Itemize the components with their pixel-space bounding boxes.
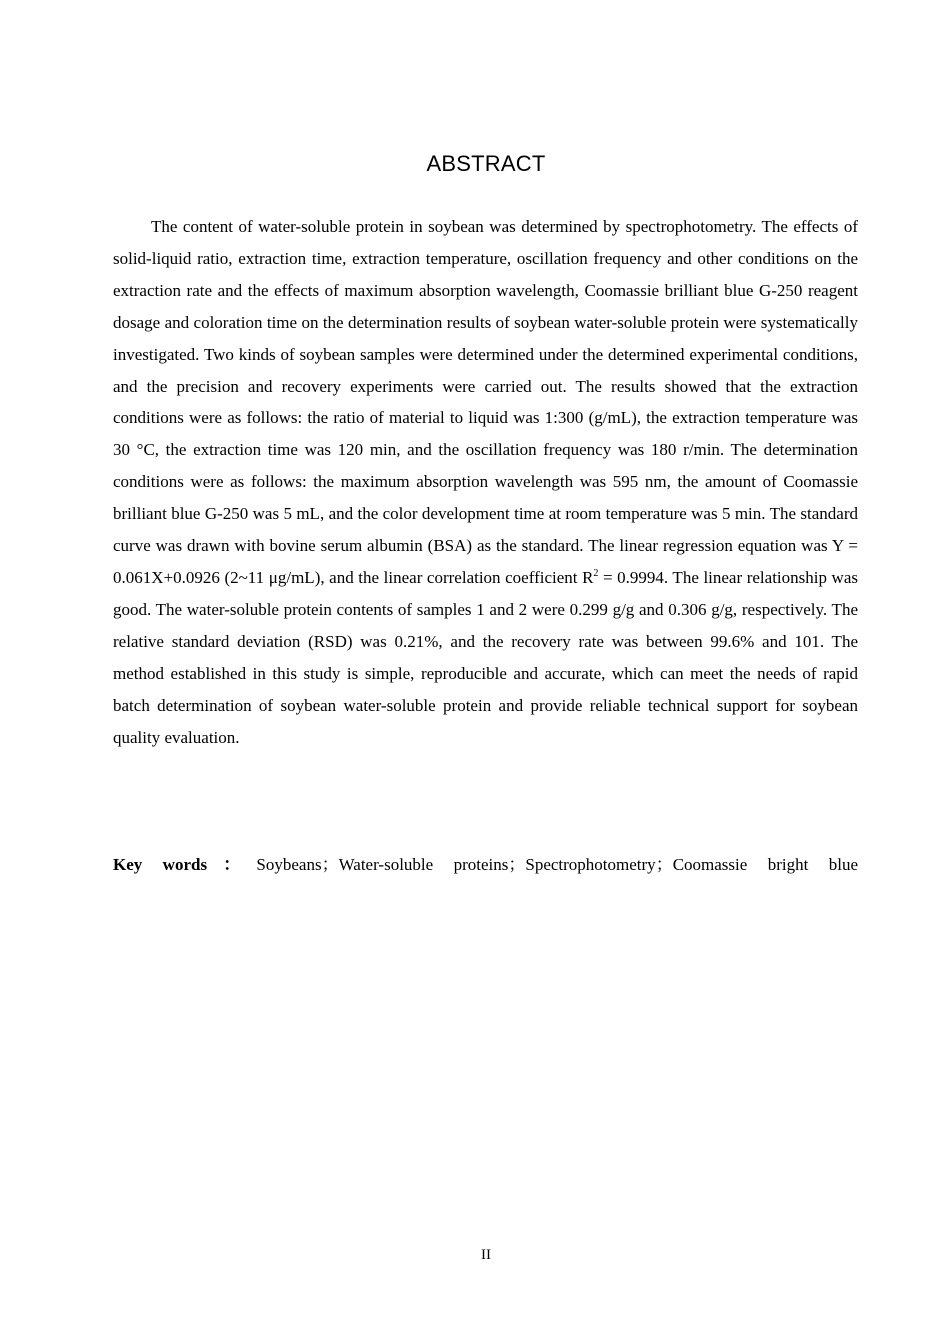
abstract-title: ABSTRACT bbox=[426, 151, 546, 176]
keyword-separator: ； bbox=[655, 855, 673, 874]
keyword-item: Soybeans bbox=[256, 855, 322, 874]
keywords-label: Key words： bbox=[113, 855, 257, 874]
keyword-separator: ； bbox=[321, 855, 339, 874]
keywords-line bbox=[113, 849, 858, 880]
keyword-item: Spectrophotometry bbox=[525, 855, 656, 874]
keyword-item: Coomassie bright blue bbox=[672, 855, 859, 874]
abstract-text-part1: The content of water-soluble protein in soybean was determined by spectrophotometry. The effects of solid-liquid ratio, extraction time, extraction temperature, oscillation frequency and other conditions on the extraction rate and the effects of maximum absorption wavelength, Coomassie brilliant blue G-250 reagent dosage and coloration time on the determination results of soybean water-soluble protein were systematically investigated. Two kinds of soybean samples were determined under the determined experimental conditions, and the precision and recovery experiments were carried out. The results showed that the extraction conditions were as follows: the ratio of material to liquid was 1:300 (g/mL), the extraction temperature was 30 °C, the extraction time was 120 min, and the oscillation frequency was 180 r/min. The determination conditions were as follows: the maximum absorption wavelength was 595 nm, the amount of Coomassie brilliant blue G-250 was 5 mL, and the color development time at room temperature was 5 min. The standard curve was drawn with bovine serum albumin (BSA) as the standard. The linear regression equation was Y = 0.061X+0.0926 (2~11 μg/mL), and the linear correlation coefficient R bbox=[113, 217, 858, 587]
abstract-text-part2: = 0.9994. The linear relationship was good. The water-soluble protein contents of samples 1 and 2 were 0.299 g/g and 0.306 g/g, respectively. The relative standard deviation (RSD) was 0.21%, and the recovery rate was between 99.6% and 101. The method established in this study is simple, reproducible and accurate, which can meet the needs of rapid batch determination of soybean water-soluble protein and provide reliable technical support for soybean quality evaluation. bbox=[113, 567, 858, 747]
abstract-paragraph bbox=[113, 211, 858, 753]
keyword-item: Water-soluble proteins bbox=[338, 855, 509, 874]
keyword-separator: ； bbox=[508, 855, 526, 874]
r-squared-superscript: 2 bbox=[593, 567, 599, 579]
page-number: II bbox=[481, 1247, 491, 1263]
